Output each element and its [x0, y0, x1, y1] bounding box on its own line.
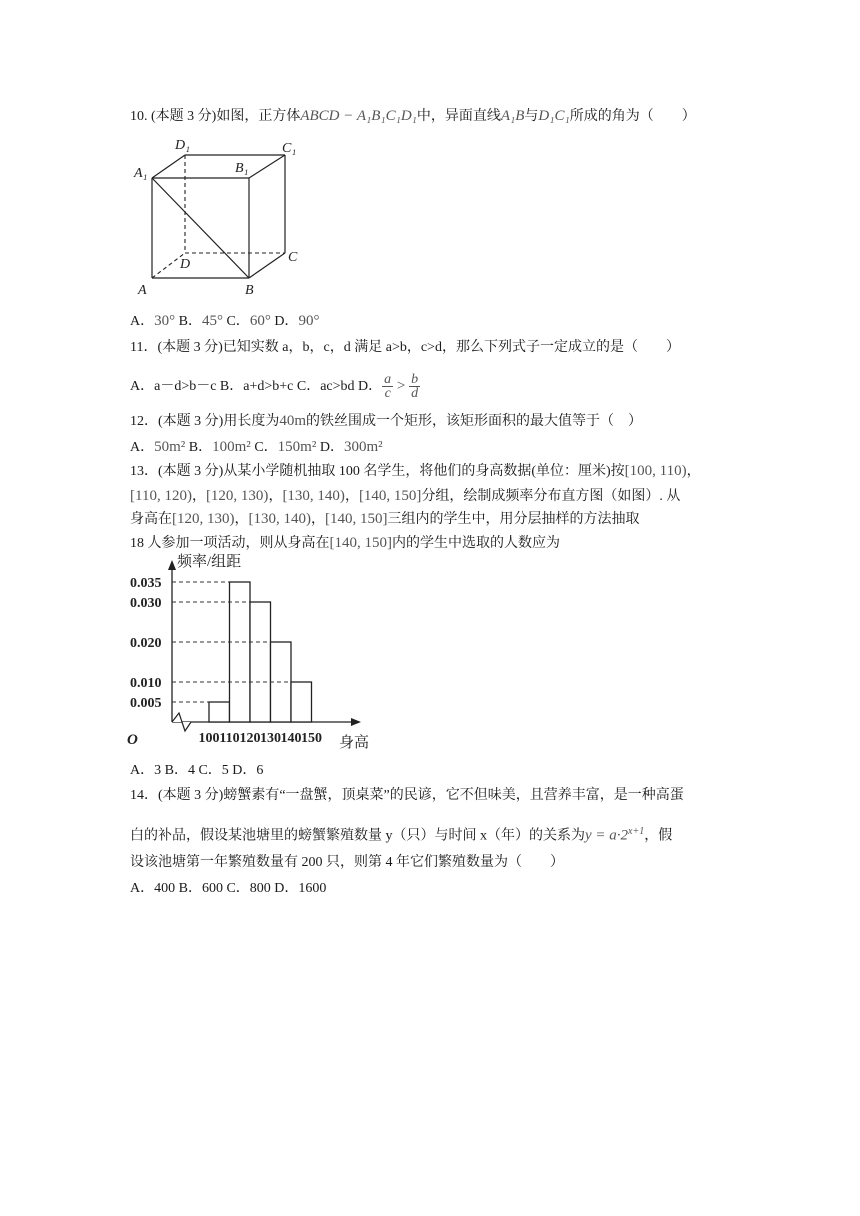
q12-choice-c-prefix: C． [250, 440, 278, 455]
label-a1: A₁ [134, 166, 148, 181]
q11-choices [130, 372, 420, 401]
label-b1: B₁ [235, 161, 249, 176]
q12-prefix: 12．(本题 3 分)用长度为 [130, 414, 280, 429]
q14-line2: 白的补品，假设某池塘里的螃蟹繁殖数量 y（只）与时间 x（年）的关系为$y = a\cdot 2^{x+1}$，假 [130, 826, 673, 844]
y-tick-label-3: 0.010 [130, 676, 162, 691]
frequency-histogram [125, 550, 375, 755]
edge-b1-c1 [249, 155, 285, 178]
q13-line1: 13．(本题 3 分)从某小学随机抽取 100 名学生，将他们的身高数据(单位：厘米)按[100, 110)， [130, 463, 701, 479]
q12-choice-b-prefix: B． [185, 440, 213, 455]
q13-line4: 18 人参加一项活动，则从身高在[140, 150]内的学生中选取的人数应为 [130, 535, 560, 551]
q13-line3: 身高在[120, 130)，[130, 140)，[140, 150]三组内的学生中，用分层抽样的方法抽取 [130, 511, 640, 527]
q14-formula-exponent: x+1 [628, 826, 645, 837]
x-axis-label: 身高 [339, 735, 370, 751]
q13-interval-9: [140, 150] [329, 535, 392, 551]
q12-choice-a: 50m² [154, 439, 186, 455]
q13-line2: [110, 120)，[120, 130)，[130, 140)，[140, 150]分组，绘制成频率分布直方图（如图）. 从 [130, 488, 681, 504]
q12-choice-a-prefix: A． [130, 440, 155, 455]
q10-cube-math: ABCD − A₁B₁C₁D₁ [300, 108, 417, 124]
q13-interval-5: [140, 150] [358, 488, 422, 504]
q12-suffix: 的铁丝围成一个矩形，该矩形面积的最大值等于（ ） [306, 414, 642, 429]
q13-interval-2: [110, 120) [130, 488, 192, 504]
q10-line2-math: D₁C₁ [538, 108, 570, 124]
q11-frac-a-over-c: $\frac{a}{c}$ [384, 372, 392, 402]
q13-choices: A．3 B．4 C．5 D．6 [130, 763, 264, 778]
q12-choice-d: 300m² [343, 439, 383, 455]
bar-140-150 [291, 682, 312, 722]
q10-choice-a-prefix: A． [130, 314, 155, 329]
q10-prefix: 10. (本题 3 分)如图，正方体 [130, 109, 301, 124]
q12-length: 40m [279, 413, 306, 429]
q13-interval-7: [130, 140) [248, 511, 311, 527]
q10-choice-c-prefix: C． [222, 314, 250, 329]
edge-a1-d1 [152, 155, 185, 178]
label-c1: C₁ [282, 141, 297, 156]
q13-interval-4: [130, 140) [282, 488, 345, 504]
q12-choice-d-prefix: D． [316, 440, 344, 455]
axis-break [172, 713, 191, 731]
label-c: C [288, 250, 298, 265]
origin-label: O [127, 732, 138, 748]
label-d: D [180, 257, 191, 272]
q13-interval-3: [120, 130) [205, 488, 269, 504]
q12-choice-b: 100m² [212, 439, 251, 455]
q13-interval-8: [140, 150] [325, 511, 388, 527]
edge-b-c [249, 253, 285, 278]
q10-choice-a: 30° [154, 313, 176, 329]
q13-interval-1: [100, 110) [624, 463, 687, 479]
q10-stem [130, 106, 696, 127]
q14-choices: A．400 B．600 C．800 D．1600 [130, 881, 327, 896]
x-tick-label-4: 140 [280, 731, 302, 746]
x-tick-label-2: 120 [239, 731, 261, 746]
y-axis-arrow [168, 560, 176, 570]
x-tick-label-0: 100 [198, 731, 220, 746]
x-axis-arrow [351, 718, 361, 726]
q12-stem [130, 411, 642, 432]
q10-choices [130, 311, 319, 332]
label-d1: D₁ [175, 138, 190, 153]
q12-choices [130, 437, 383, 458]
q10-choice-b-prefix: B． [175, 314, 202, 329]
bar-100-110 [209, 702, 230, 722]
y-tick-label-0: 0.035 [130, 576, 162, 591]
q13-interval-6: [120, 130) [172, 511, 235, 527]
label-b: B [245, 283, 254, 298]
q13-line2-suffix: 分组，绘制成频率分布直方图（如图）. 从 [421, 489, 681, 504]
q12-choice-c: 150m² [277, 439, 317, 455]
q10-choice-d: 90° [298, 313, 320, 329]
q11-choices-text: A．a－d>b－c B．a+d>b+c C．ac>bd D． [130, 379, 383, 394]
q10-choice-d-prefix: D． [270, 314, 299, 329]
q14-formula: y = a·2 [585, 827, 629, 844]
bar-110-120 [230, 582, 251, 722]
cube-figure [125, 135, 305, 300]
y-tick-label-2: 0.020 [130, 636, 162, 651]
q14-line1: 14．(本题 3 分)螃蟹素有“一盘蟹，顶桌菜”的民谚，它不但味美，且营养丰富，是一种高蛋 [130, 788, 684, 803]
q11-gt: > [393, 378, 410, 394]
y-tick-label-1: 0.030 [130, 596, 162, 611]
y-axis-label: 频率/组距 [177, 554, 242, 570]
x-tick-label-5: 150 [301, 731, 322, 746]
label-a: A [138, 283, 147, 298]
bar-120-130 [250, 602, 271, 722]
q10-line1-math: A₁B [500, 108, 525, 124]
q10-choice-c: 60° [249, 313, 271, 329]
q10-choice-b: 45° [201, 313, 223, 329]
q10-suffix: 所成的角为（ ） [569, 109, 696, 124]
x-tick-label-3: 130 [260, 731, 281, 746]
q11-frac-b-over-d: $\frac{b}{d}$ [411, 372, 419, 402]
q13-line1-prefix: 13．(本题 3 分)从某小学随机抽取 100 名学生，将他们的身高数据(单位：厘米)按 [130, 464, 625, 479]
q10-middle2: 与 [524, 109, 539, 124]
q14-line3: 设该池塘第一年繁殖数量有 200 只，则第 4 年它们繁殖数量为（ ） [130, 855, 564, 870]
q10-middle1: 中，异面直线 [416, 109, 501, 124]
x-tick-label-1: 110 [219, 731, 240, 746]
diagonal-a1-b [152, 178, 249, 278]
y-tick-label-4: 0.005 [130, 696, 162, 711]
q11-stem: 11．(本题 3 分)已知实数 a，b，c，d 满足 a>b，c>d，那么下列式子一定成立的是（ ） [130, 340, 680, 355]
